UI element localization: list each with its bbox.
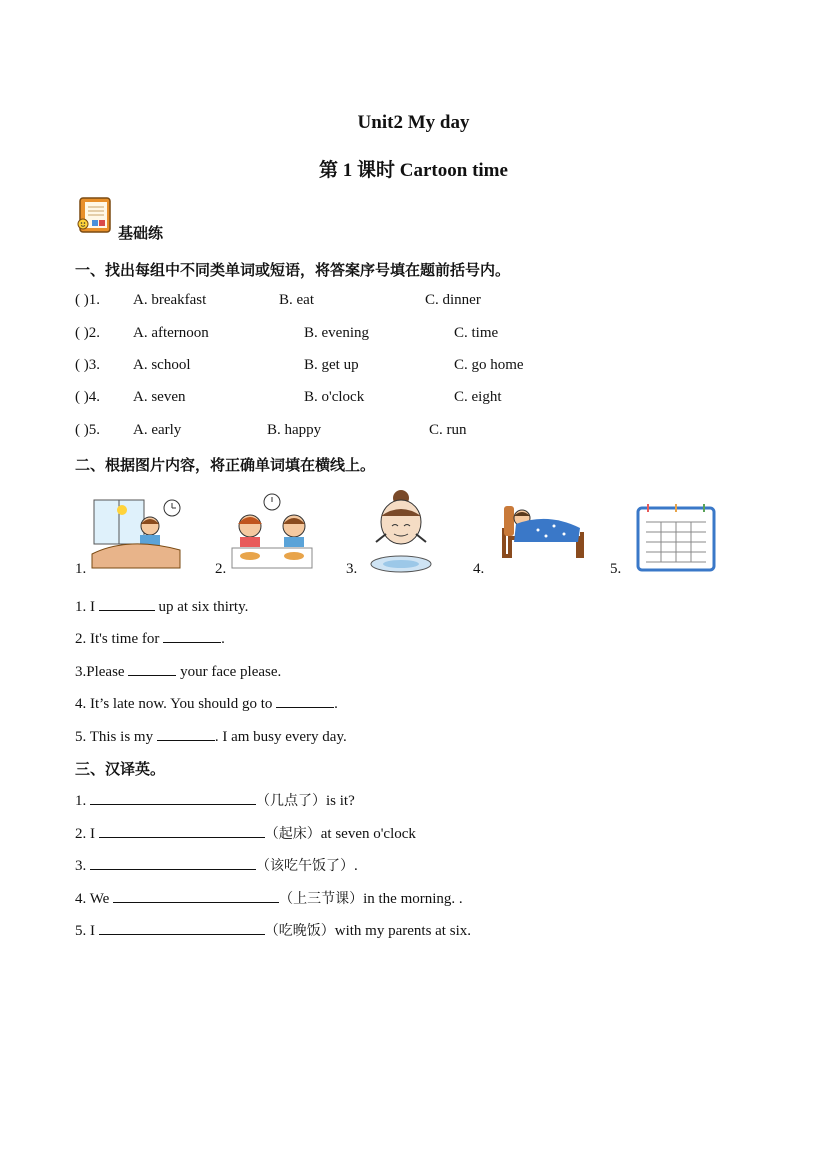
list-item-number: ( )5. [75, 422, 100, 438]
option-a: A. breakfast [133, 292, 207, 308]
option-a: A. seven [133, 389, 186, 405]
picture-label: 1. [75, 561, 87, 577]
answer-blank[interactable] [90, 855, 256, 870]
answer-blank[interactable] [128, 661, 176, 676]
picture-label: 5. [610, 561, 622, 577]
option-c: C. eight [454, 389, 502, 405]
list-item-number: ( )3. [75, 357, 100, 373]
fill-sentence-3: 3.Please your face please. [75, 661, 281, 681]
basic-practice-label: 基础练 [118, 224, 164, 242]
translate-sentence-2: 2. I （起床）at seven o'clock [75, 823, 416, 843]
page-subtitle: 第 1 课时 Cartoon time [319, 160, 508, 181]
notebook-icon [76, 196, 112, 234]
answer-blank[interactable] [99, 823, 265, 838]
answer-blank[interactable] [157, 726, 215, 741]
answer-blank[interactable] [90, 790, 256, 805]
picture-label: 4. [473, 561, 485, 577]
option-c: C. run [429, 422, 467, 438]
timetable-picture [634, 500, 718, 574]
translate-sentence-1: 1. （几点了）is it? [75, 790, 355, 810]
option-b: B. get up [304, 357, 359, 373]
picture-label: 2. [215, 561, 227, 577]
section3-heading: 三、汉译英。 [75, 760, 166, 778]
option-b: B. happy [267, 422, 322, 438]
option-c: C. go home [454, 357, 524, 373]
list-item-number: ( )4. [75, 389, 100, 405]
option-b: B. evening [304, 325, 369, 341]
option-b: B. eat [279, 292, 314, 308]
fill-sentence-4: 4. It’s late now. You should go to . [75, 693, 338, 713]
answer-blank[interactable] [276, 693, 334, 708]
wake-up-picture [88, 496, 184, 572]
fill-sentence-2: 2. It's time for . [75, 628, 225, 648]
picture-label: 3. [346, 561, 358, 577]
translate-sentence-5: 5. I （吃晚饭）with my parents at six. [75, 920, 471, 940]
answer-blank[interactable] [99, 920, 265, 935]
option-a: A. afternoon [133, 325, 209, 341]
list-item-number: ( )2. [75, 325, 100, 341]
wash-face-picture [366, 488, 436, 574]
fill-sentence-5: 5. This is my . I am busy every day. [75, 726, 347, 746]
answer-blank[interactable] [163, 628, 221, 643]
translate-sentence-3: 3. （该吃午饭了）. [75, 855, 358, 875]
breakfast-picture [228, 492, 316, 572]
page-title: Unit2 My day [357, 112, 470, 133]
section2-heading: 二、根据图片内容，将正确单词填在横线上。 [75, 456, 376, 474]
list-item-number: ( )1. [75, 292, 100, 308]
option-b: B. o'clock [304, 389, 365, 405]
option-c: C. dinner [425, 292, 481, 308]
translate-sentence-4: 4. We （上三节课）in the morning. . [75, 888, 463, 908]
go-to-bed-picture [498, 498, 584, 560]
option-a: A. school [133, 357, 191, 373]
answer-blank[interactable] [99, 596, 155, 611]
section1-heading: 一、找出每组中不同类单词或短语，将答案序号填在题前括号内。 [75, 261, 511, 279]
answer-blank[interactable] [113, 888, 279, 903]
option-a: A. early [133, 422, 182, 438]
fill-sentence-1: 1. I up at six thirty. [75, 596, 248, 616]
option-c: C. time [454, 325, 499, 341]
